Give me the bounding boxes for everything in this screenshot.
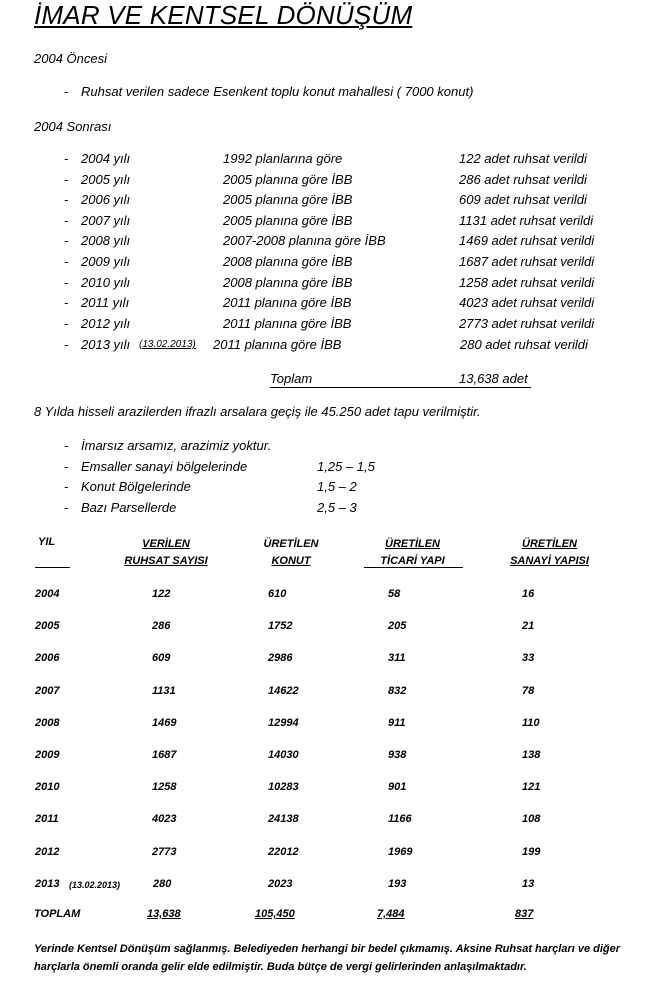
cell-commercial: 193 <box>388 877 407 890</box>
cell-commercial: 832 <box>388 684 407 697</box>
permit-count: 280 adet ruhsat verildi <box>460 337 588 352</box>
cell-permits: 1687 <box>152 749 177 761</box>
permit-count: 1469 adet ruhsat verildi <box>459 233 595 249</box>
permit-year: 2012 yılı <box>81 315 131 331</box>
permit-year: 2004 yılı <box>81 151 131 166</box>
cell-industrial: 21 <box>522 620 535 633</box>
permit-count: 1131 adet ruhsat verildi <box>459 212 594 228</box>
cell-industrial: 108 <box>522 813 541 826</box>
table-total-commercial: 7,484 <box>377 908 405 920</box>
cell-permits: 286 <box>152 620 171 633</box>
permit-count: 4023 adet ruhsat verildi <box>459 295 595 311</box>
total-value: 13,638 adet <box>459 371 528 386</box>
cell-year: 2007 <box>35 684 60 697</box>
permit-count: 286 adet ruhsat verildi <box>459 171 587 187</box>
cell-housing: 1752 <box>268 620 293 633</box>
permit-year: 2008 yılı <box>81 233 131 249</box>
cell-commercial: 911 <box>388 716 406 729</box>
permit-plan: 1992 planlarına göre <box>223 151 343 166</box>
cell-year: 2010 <box>35 781 60 794</box>
th-commercial-underline <box>364 567 463 568</box>
bullet-dash: - <box>64 499 69 515</box>
cell-permits: 1469 <box>152 716 177 729</box>
permit-count: 2773 adet ruhsat verildi <box>459 315 595 331</box>
table-total-label: TOPLAM <box>34 908 81 920</box>
table-total-industrial: 837 <box>515 908 534 920</box>
permit-plan: 2007-2008 planına göre İBB <box>223 233 386 249</box>
permit-plan: 2008 planına göre İBB <box>223 254 353 269</box>
note-value: 2,5 – 3 <box>317 499 357 515</box>
cell-commercial: 938 <box>388 749 407 761</box>
total-label: Toplam <box>270 371 313 386</box>
page-title: İMAR VE KENTSEL DÖNÜŞÜM <box>34 0 413 30</box>
cell-housing: 2023 <box>268 877 293 890</box>
permit-year: 2006 yılı <box>81 192 131 208</box>
cell-industrial: 110 <box>522 716 540 729</box>
cell-year: 2008 <box>35 716 60 729</box>
cell-housing: 12994 <box>268 716 299 729</box>
cell-year: 2011 <box>35 813 59 826</box>
table-total-permits: 13,638 <box>147 908 181 920</box>
bullet-dash: - <box>64 458 69 474</box>
bullet-dash: - <box>64 254 69 269</box>
permit-count: 1258 adet ruhsat verildi <box>459 274 595 290</box>
bullet-dash: - <box>64 212 69 228</box>
cell-year: 2004 <box>35 588 60 600</box>
cell-permits: 1131 <box>152 684 176 697</box>
bullet-dash: - <box>64 151 69 166</box>
permit-date: (13.02.2013) <box>139 339 196 350</box>
section-heading-after: 2004 Sonrası <box>34 119 112 134</box>
bullet-dash: - <box>64 315 69 331</box>
cell-permits: 609 <box>152 652 171 665</box>
cell-industrial: 78 <box>522 684 535 697</box>
cell-permits: 280 <box>153 877 172 890</box>
permit-plan: 2008 planına göre İBB <box>223 274 353 290</box>
bullet-dash: - <box>64 171 69 187</box>
permit-plan: 2005 planına göre İBB <box>223 192 353 208</box>
conclusion-paragraph: Yerinde Kentsel Dönüşüm sağlanmış. Belediyeden herhangi bir bedel çıkmamış. Aksine Ruhsat harçları ve diğer harçlarla önemli oranda gelir elde edilmiştir. Buda bütçe de vergi gelirlerinden anlaşılmaktadır. <box>34 943 621 973</box>
permit-plan: 2011 planına göre İBB <box>223 315 352 331</box>
bullet-dash: - <box>64 192 69 208</box>
note-label: Emsaller sanayi bölgelerinde <box>81 458 248 474</box>
th-commercial: ÜRETİLEN TİCARİ YAPI <box>380 538 445 567</box>
cell-commercial: 311 <box>388 652 406 665</box>
before-item: Ruhsat verilen sadece Esenkent toplu konut mahallesi ( 7000 konut) <box>81 84 474 99</box>
permit-plan: 2011 planına göre İBB <box>213 337 342 352</box>
permit-plan: 2005 planına göre İBB <box>223 212 353 228</box>
bullet-dash: - <box>64 438 69 453</box>
bullet-dash: - <box>64 274 69 290</box>
cell-commercial: 1969 <box>388 845 413 858</box>
note-label: Konut Bölgelerinde <box>81 479 191 494</box>
permit-year: 2005 yılı <box>81 171 131 187</box>
total-underline <box>270 387 531 388</box>
cell-industrial: 138 <box>522 749 541 761</box>
cell-commercial: 58 <box>388 588 401 600</box>
permit-year: 2013 yılı <box>81 337 131 352</box>
cell-year: 2012 <box>35 845 60 858</box>
th-permits: VERİLEN RUHSAT SAYISI <box>124 538 208 567</box>
cell-industrial: 16 <box>522 588 535 600</box>
bullet-dash: - <box>64 479 69 494</box>
table-total-housing: 105,450 <box>255 908 295 920</box>
permit-year: 2011 yılı <box>81 295 130 311</box>
cell-commercial: 1166 <box>388 813 412 826</box>
cell-housing: 14030 <box>268 749 299 761</box>
cell-industrial: 13 <box>522 877 535 890</box>
cell-housing: 610 <box>268 588 287 600</box>
th-housing: ÜRETİLEN KONUT <box>263 538 319 567</box>
bullet-dash: - <box>64 84 69 99</box>
cell-year: 2013 <box>35 877 60 890</box>
permit-year: 2009 yılı <box>81 254 131 269</box>
permit-count: 1687 adet ruhsat verildi <box>459 254 595 269</box>
note-label: İmarsız arsamız, arazimiz yoktur. <box>81 438 272 453</box>
cell-industrial: 199 <box>522 845 541 858</box>
cell-commercial: 901 <box>388 781 407 794</box>
section-heading-before: 2004 Öncesi <box>34 51 107 66</box>
cell-housing: 2986 <box>268 652 293 665</box>
permit-count: 609 adet ruhsat verildi <box>459 192 587 208</box>
bullet-dash: - <box>64 233 69 249</box>
cell-permits: 4023 <box>152 813 177 826</box>
cell-permits: 122 <box>152 588 171 600</box>
th-industrial: ÜRETİLEN SANAYİ YAPISI <box>510 538 589 567</box>
cell-commercial: 205 <box>388 620 407 633</box>
note-value: 1,25 – 1,5 <box>317 458 375 474</box>
cell-permits: 2773 <box>152 845 177 858</box>
cell-year: 2009 <box>35 749 60 761</box>
cell-industrial: 121 <box>522 781 541 794</box>
cell-year: 2006 <box>35 652 60 665</box>
bullet-dash: - <box>64 337 69 352</box>
bullet-dash: - <box>64 295 69 311</box>
note-label: Bazı Parsellerde <box>81 499 177 515</box>
th-year: YIL <box>38 536 56 548</box>
cell-year-note: (13.02.2013) <box>69 879 121 890</box>
th-year-underline <box>35 567 70 568</box>
note-value: 1,5 – 2 <box>317 479 357 494</box>
permit-count: 122 adet ruhsat verildi <box>459 151 587 166</box>
cell-housing: 14622 <box>268 684 299 697</box>
cell-housing: 10283 <box>268 781 299 794</box>
deeds-text: 8 Yılda hisseli arazilerden ifrazlı arsalara geçiş ile 45.250 adet tapu verilmiştir. <box>34 404 481 419</box>
cell-housing: 22012 <box>268 845 299 858</box>
permit-year: 2007 yılı <box>81 212 131 228</box>
permit-plan: 2005 planına göre İBB <box>223 171 353 187</box>
cell-year: 2005 <box>35 620 60 633</box>
permit-plan: 2011 planına göre İBB <box>223 295 352 311</box>
permit-year: 2010 yılı <box>81 274 131 290</box>
cell-permits: 1258 <box>152 781 177 794</box>
cell-housing: 24138 <box>268 813 299 826</box>
cell-industrial: 33 <box>522 652 535 665</box>
